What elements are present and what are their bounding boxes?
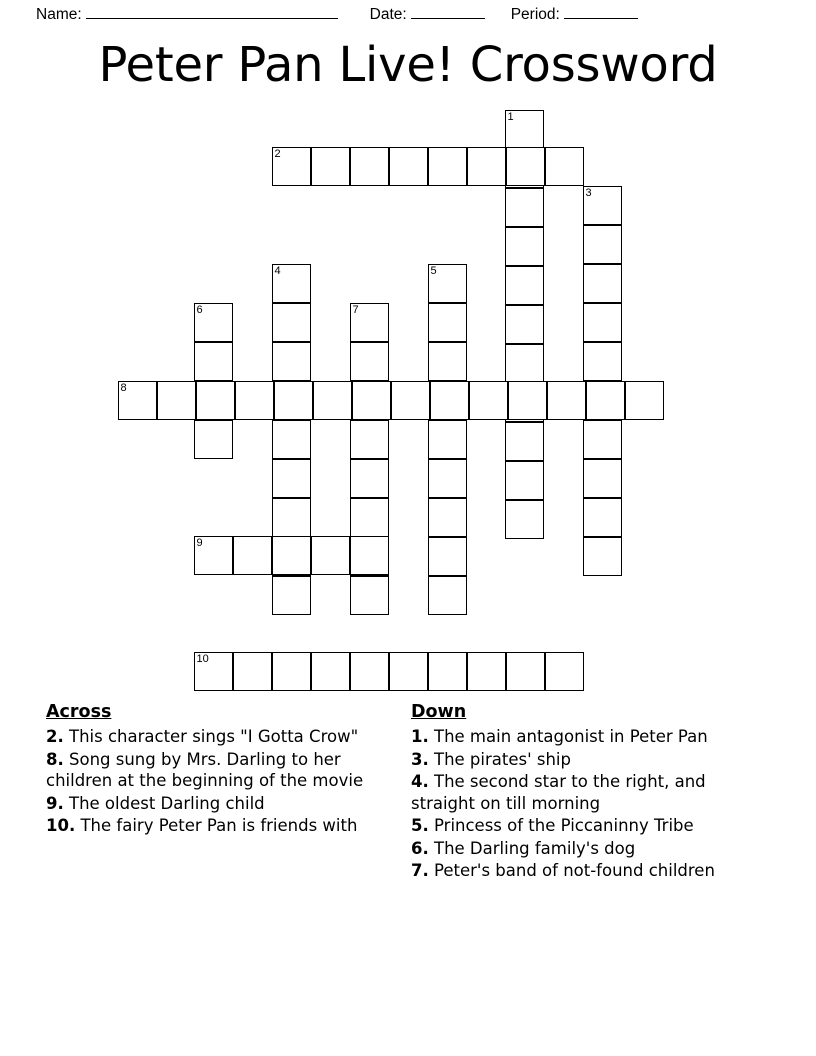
down-clue-5 <box>411 815 763 837</box>
date-label: Date: <box>369 5 407 23</box>
down-clue-4 <box>411 771 763 814</box>
crossword-cell[interactable] <box>545 147 584 186</box>
clue-text: Princess of the Piccaninny Tribe <box>428 816 694 835</box>
crossword-cell[interactable] <box>428 576 467 615</box>
crossword-cell[interactable] <box>194 342 233 381</box>
down-clue-6 <box>411 838 763 860</box>
cell-number-8: 8 <box>120 382 127 394</box>
crossword-cell[interactable] <box>391 381 430 420</box>
crossword-cell[interactable] <box>194 303 233 342</box>
crossword-cell[interactable] <box>389 147 428 186</box>
crossword-cell[interactable] <box>272 342 311 381</box>
clue-text: Song sung by Mrs. Darling to her children at the beginning of the movie <box>46 749 364 790</box>
crossword-cell[interactable] <box>272 459 311 498</box>
cell-number-2: 2 <box>274 148 281 160</box>
crossword-cell[interactable] <box>505 188 544 227</box>
clue-number: 3. <box>411 749 429 769</box>
crossword-cell[interactable] <box>428 652 467 691</box>
crossword-cell[interactable] <box>274 381 313 420</box>
name-label: Name: <box>36 5 82 23</box>
crossword-cell[interactable] <box>311 536 350 575</box>
clue-number: 7. <box>411 861 429 880</box>
crossword-cell[interactable] <box>428 303 467 342</box>
clues-section <box>0 700 816 1000</box>
crossword-cell[interactable] <box>350 536 389 575</box>
across-clue-2 <box>46 726 398 748</box>
crossword-cell[interactable] <box>311 652 350 691</box>
clue-text: The Darling family's dog <box>428 838 636 858</box>
clue-number: 1. <box>411 727 429 746</box>
crossword-cell[interactable] <box>313 381 352 420</box>
crossword-cell[interactable] <box>547 381 586 420</box>
crossword-cell[interactable] <box>506 147 545 186</box>
clue-number: 8. <box>46 749 64 769</box>
crossword-cell[interactable] <box>467 147 506 186</box>
crossword-cell[interactable] <box>467 652 506 691</box>
crossword-cell[interactable] <box>505 266 544 305</box>
cell-number-10: 10 <box>196 653 209 665</box>
crossword-cell[interactable] <box>583 420 622 459</box>
crossword-cell[interactable] <box>194 652 233 691</box>
crossword-cell[interactable] <box>235 381 274 420</box>
cell-number-4: 4 <box>274 265 281 277</box>
crossword-cell[interactable] <box>272 498 311 537</box>
crossword-cell[interactable] <box>350 498 389 537</box>
down-clue-3 <box>411 749 763 771</box>
clue-number: 5. <box>411 816 429 835</box>
clue-text: Peter's band of not-found children <box>428 861 715 880</box>
crossword-cell[interactable] <box>505 110 544 149</box>
crossword-cell[interactable] <box>428 342 467 381</box>
clue-text: The fairy Peter Pan is friends with <box>75 816 358 835</box>
crossword-cell[interactable] <box>506 652 545 691</box>
across-clue-10 <box>46 815 398 837</box>
crossword-cell[interactable] <box>350 652 389 691</box>
crossword-cell[interactable] <box>625 381 664 420</box>
crossword-cell[interactable] <box>505 344 544 383</box>
crossword-cell[interactable] <box>311 147 350 186</box>
crossword-cell[interactable] <box>428 498 467 537</box>
crossword-cell[interactable] <box>428 147 467 186</box>
crossword-cell[interactable] <box>194 536 233 575</box>
page-title: Peter Pan Live! Crossword <box>98 37 718 93</box>
down-heading: Down <box>411 702 467 722</box>
down-clues-column <box>411 700 763 883</box>
crossword-cell[interactable] <box>272 576 311 615</box>
crossword-cell[interactable] <box>428 264 467 303</box>
crossword-cell[interactable] <box>505 305 544 344</box>
crossword-cell[interactable] <box>272 264 311 303</box>
cell-number-6: 6 <box>196 304 203 316</box>
cell-number-5: 5 <box>430 265 437 277</box>
crossword-cell[interactable] <box>505 422 544 461</box>
crossword-cell[interactable] <box>352 381 391 420</box>
across-clues-column <box>46 700 398 838</box>
crossword-cell[interactable] <box>272 420 311 459</box>
crossword-cell[interactable] <box>430 381 469 420</box>
clue-text: The oldest Darling child <box>63 793 265 813</box>
crossword-cell[interactable] <box>272 303 311 342</box>
crossword-cell[interactable] <box>505 500 544 539</box>
crossword-cell[interactable] <box>505 227 544 266</box>
clue-text: The second star to the right, and straight on till morning <box>411 772 706 813</box>
crossword-cell[interactable] <box>350 303 389 342</box>
crossword-cell[interactable] <box>272 147 311 186</box>
crossword-cell[interactable] <box>583 303 622 342</box>
crossword-cell[interactable] <box>583 342 622 381</box>
across-clue-8 <box>46 749 398 792</box>
cell-number-7: 7 <box>352 304 359 316</box>
crossword-cell[interactable] <box>233 536 272 575</box>
across-clue-list <box>46 726 398 837</box>
crossword-cell[interactable] <box>583 264 622 303</box>
crossword-cell[interactable] <box>428 537 467 576</box>
crossword-cell[interactable] <box>350 459 389 498</box>
clue-text: This character sings "I Gotta Crow" <box>63 727 359 746</box>
clue-number: 10. <box>46 816 76 835</box>
period-label: Period: <box>510 5 560 23</box>
crossword-cell[interactable] <box>118 381 157 420</box>
crossword-cell[interactable] <box>389 652 428 691</box>
crossword-cell[interactable] <box>583 186 622 225</box>
crossword-cell[interactable] <box>428 459 467 498</box>
crossword-cell[interactable] <box>350 576 389 615</box>
across-clue-9 <box>46 793 398 815</box>
clue-number: 6. <box>411 838 429 858</box>
crossword-cell[interactable] <box>157 381 196 420</box>
crossword-cell[interactable] <box>350 420 389 459</box>
clue-text: The main antagonist in Peter Pan <box>428 727 708 746</box>
crossword-cell[interactable] <box>583 225 622 264</box>
crossword-cell[interactable] <box>586 381 625 420</box>
down-clue-7 <box>411 860 763 882</box>
across-heading: Across <box>46 702 112 722</box>
crossword-cell[interactable] <box>272 536 311 575</box>
crossword-cell[interactable] <box>469 381 508 420</box>
clue-text: The pirates' ship <box>428 749 571 769</box>
crossword-cell[interactable] <box>350 147 389 186</box>
cell-number-3: 3 <box>585 187 592 199</box>
crossword-cell[interactable] <box>505 461 544 500</box>
crossword-cell[interactable] <box>233 652 272 691</box>
crossword-cell[interactable] <box>428 420 467 459</box>
crossword-cell[interactable] <box>194 420 233 459</box>
crossword-cell[interactable] <box>508 381 547 420</box>
crossword-cell[interactable] <box>350 342 389 381</box>
crossword-cell[interactable] <box>583 537 622 576</box>
crossword-cell[interactable] <box>272 652 311 691</box>
cell-number-1: 1 <box>507 111 514 123</box>
down-clue-1 <box>411 726 763 748</box>
crossword-cell[interactable] <box>545 652 584 691</box>
down-clue-list <box>411 726 763 882</box>
clue-number: 2. <box>46 727 64 746</box>
crossword-cell[interactable] <box>196 381 235 420</box>
cell-number-9: 9 <box>196 537 203 549</box>
clue-number: 9. <box>46 793 64 813</box>
clue-number: 4. <box>411 772 429 791</box>
crossword-cell[interactable] <box>583 498 622 537</box>
crossword-cell[interactable] <box>583 459 622 498</box>
